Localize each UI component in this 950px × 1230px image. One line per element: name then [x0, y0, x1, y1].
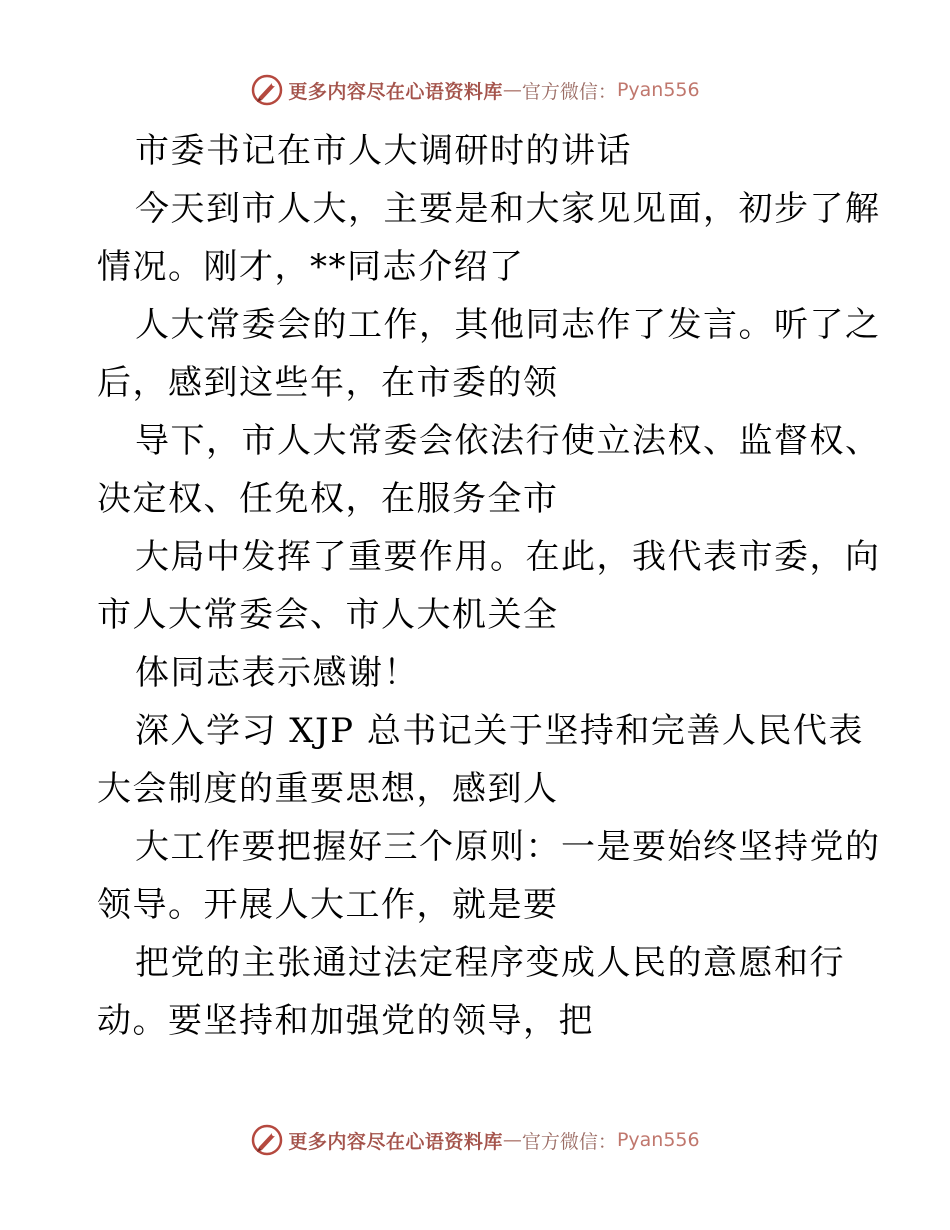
- watermark-tail-text: 官方微信：: [521, 1130, 617, 1153]
- document-title: 市委书记在市人大调研时的讲话: [135, 131, 632, 171]
- paragraph-line: 大局中发挥了重要作用。在此，我代表市委，向: [135, 537, 881, 577]
- header-watermark: [0, 70, 950, 110]
- paragraph-line: 把党的主张通过法定程序变成人民的意愿和行: [135, 943, 845, 983]
- watermark-separator: —: [502, 1129, 522, 1151]
- paragraph-line: 今天到市人大，主要是和大家见见面，初步了解: [135, 189, 881, 229]
- paragraph-line: 深入学习 XJP 总书记关于坚持和完善人民代表: [135, 711, 864, 751]
- paragraph-line: 领导。开展人大工作，就是要: [97, 885, 559, 925]
- watermark-main-text: 更多内容尽在心语资料库: [288, 80, 503, 103]
- pen-logo-icon: [250, 1123, 284, 1157]
- document-body: [97, 122, 881, 1050]
- paragraph-line: 导下，市人大常委会依法行使立法权、监督权、: [135, 421, 881, 461]
- watermark-wechat-id: Pyan556: [616, 1129, 700, 1151]
- watermark-tail-text: 官方微信：: [521, 80, 617, 103]
- watermark-main-text: 更多内容尽在心语资料库: [288, 1130, 503, 1153]
- paragraph-line: 体同志表示感谢！: [135, 653, 419, 693]
- paragraph-line: 决定权、任免权，在服务全市: [97, 479, 559, 519]
- paragraph-line: 动。要坚持和加强党的领导，把: [97, 1001, 594, 1041]
- watermark-wechat-id: Pyan556: [616, 79, 700, 101]
- paragraph-line: 后，感到这些年，在市委的领: [97, 363, 559, 403]
- paragraph-line: 情况。刚才，**同志介绍了: [97, 247, 525, 287]
- paragraph-line: 市人大常委会、市人大机关全: [97, 595, 559, 635]
- watermark-separator: —: [502, 79, 522, 101]
- paragraph-line: 人大常委会的工作，其他同志作了发言。听了之: [135, 305, 881, 345]
- paragraph-line: 大工作要把握好三个原则：一是要始终坚持党的: [135, 827, 881, 867]
- footer-watermark: [0, 1120, 950, 1160]
- pen-logo-icon: [250, 73, 284, 107]
- paragraph-line: 大会制度的重要思想，感到人: [97, 769, 559, 809]
